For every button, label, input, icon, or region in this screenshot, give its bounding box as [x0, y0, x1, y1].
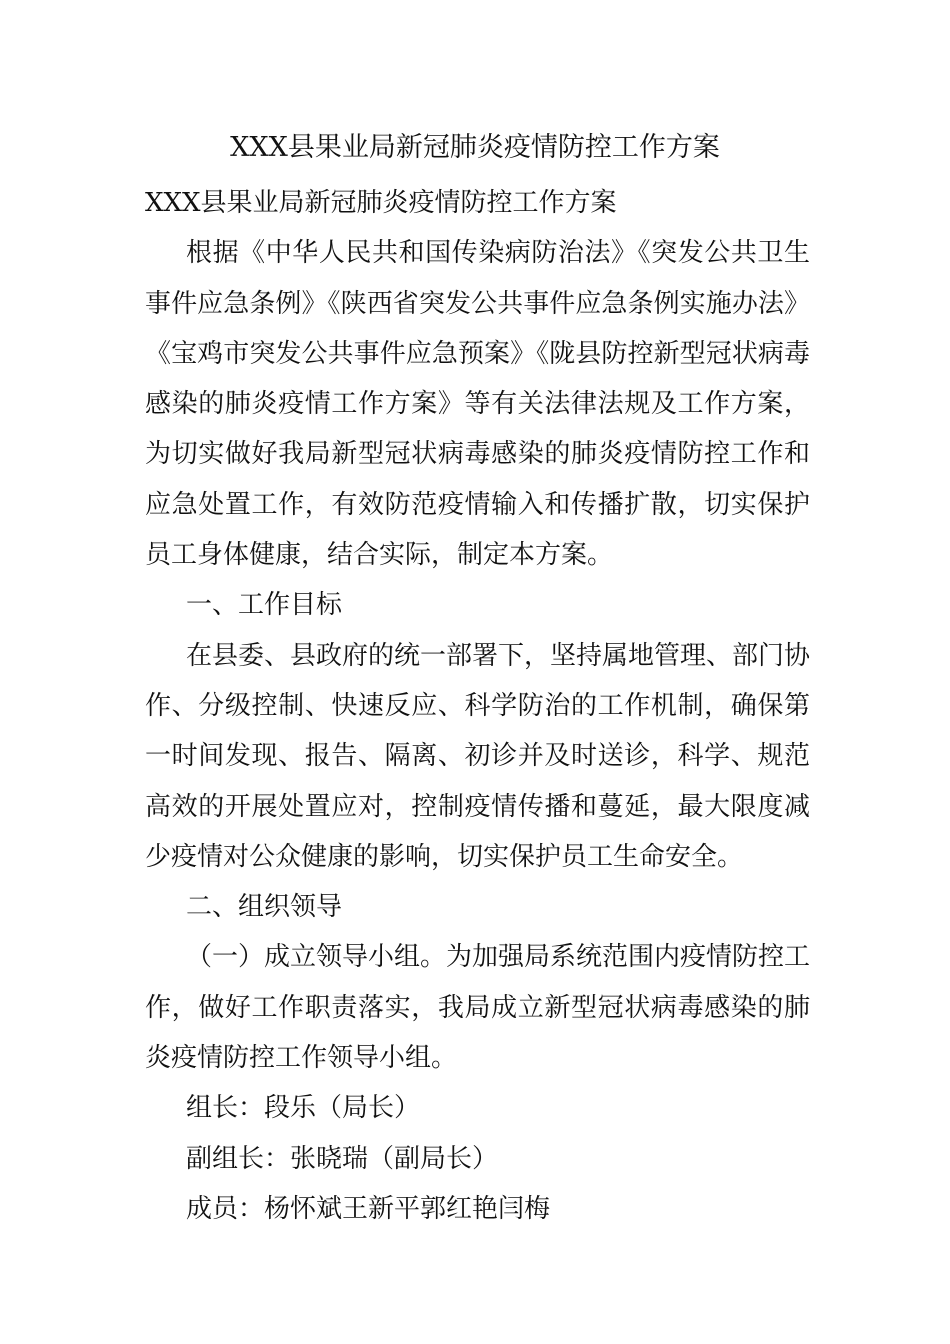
member-list: 成员：杨怀斌王新平郭红艳闫梅	[186, 1193, 551, 1224]
member-leader: 组长：段乐（局长）	[186, 1093, 421, 1124]
intro-paragraph: 根据《中华人民共和国传染病防治法》《突发公共卫生事件应急条例》《陕西省突发公共事件应急条例实施办法》《宝鸡市突发公共事件应急预案》《陇县防控新型冠状病毒感染的肺炎疫情工作方案》等有关法律法规及工作方案，为切实做好我局新型冠状病毒感染的肺炎疫情防控工作和应急处置工作，有效防范疫情输入和传播扩散，切实保护员工身体健康，结合实际，制定本方案。	[145, 238, 810, 571]
goals-paragraph: 在县委、县政府的统一部署下，坚持属地管理、部门协作、分级控制、快速反应、科学防治的工作机制，确保第一时间发现、报告、隔离、初诊并及时送诊，科学、规范高效的开展处置应对，控制疫情传播和蔓延，最大限度减少疫情对公众健康的影响，切实保护员工生命安全。	[145, 640, 811, 872]
leadership-paragraph: （一）成立领导小组。为加强局系统范围内疫情防控工作，做好工作职责落实，我局成立新型冠状病毒感染的肺炎疫情防控工作领导小组。	[145, 942, 811, 1074]
section-heading-leadership: 二、组织领导	[186, 892, 343, 923]
member-deputy-leader: 副组长：张晓瑞（副局长）	[186, 1143, 499, 1174]
section-heading-goals: 一、工作目标	[186, 590, 343, 621]
document-subtitle: XXX县果业局新冠肺炎疫情防控工作方案	[145, 188, 617, 218]
document-body	[145, 178, 810, 1234]
document-title: XXX县果业局新冠肺炎疫情防控工作方案	[230, 132, 720, 163]
